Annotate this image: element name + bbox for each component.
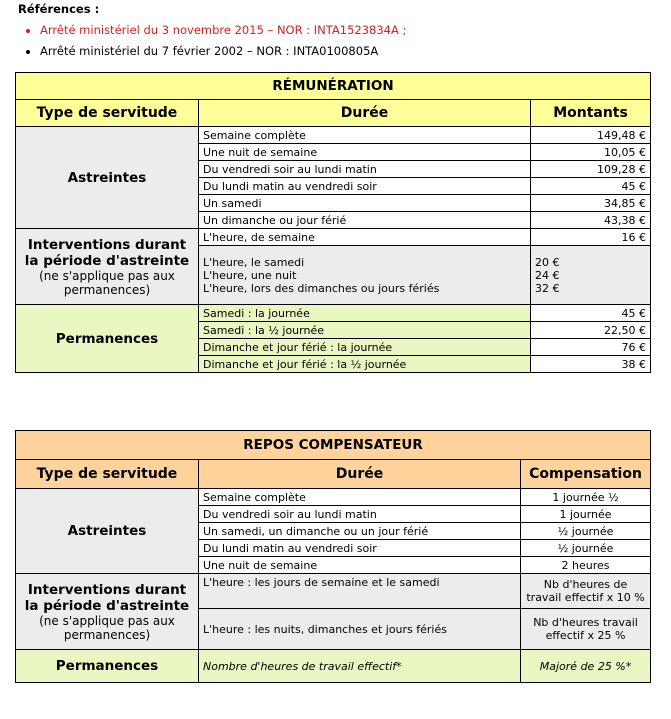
header-compensation: Compensation <box>521 460 651 489</box>
interventions-note: (ne s'applique pas aux permanences) <box>39 613 175 642</box>
references-block <box>18 2 406 62</box>
type-astreintes: Astreintes <box>16 489 199 574</box>
references-list <box>18 20 406 62</box>
interventions-label: Interventions durant la période d'astreinte <box>24 236 190 269</box>
duree-line: L'heure, le samedi <box>203 255 305 269</box>
compensation-cell: Nb d'heures travail effectif x 25 % <box>521 609 651 650</box>
duree-cell: Semaine complète <box>199 127 531 144</box>
duree-cell: L'heure : les jours de semaine et le samedi <box>199 574 521 609</box>
repos-title: REPOS COMPENSATEUR <box>16 431 651 460</box>
reference-item-2: • Arrêté ministériel du 7 février 2002 – NOR : INTA0100805A <box>40 41 406 62</box>
duree-cell: Samedi : la journée <box>199 305 531 322</box>
duree-cell: Un samedi, un dimanche ou un jour férié <box>199 523 521 540</box>
compensation-cell: 2 heures <box>521 557 651 574</box>
duree-line: L'heure, lors des dimanches ou jours fériés <box>203 281 440 295</box>
interventions-note: (ne s'applique pas aux permanences) <box>39 268 175 297</box>
montant-cell: 109,28 € <box>531 161 651 178</box>
montant-cell: 45 € <box>531 305 651 322</box>
duree-cell: Nombre d'heures de travail effectif* <box>199 650 521 683</box>
duree-cell: Un dimanche ou jour férié <box>199 212 531 229</box>
compensation-cell: 1 journée <box>521 506 651 523</box>
duree-cell: Dimanche et jour férié : la ½ journée <box>199 356 531 373</box>
montant-cell: 10,05 € <box>531 144 651 161</box>
montant-cell: 43,38 € <box>531 212 651 229</box>
compensation-cell: Nb d'heures de travail effectif x 10 % <box>521 574 651 609</box>
references-title: Références : <box>18 2 100 16</box>
compensation-cell: ½ journée <box>521 540 651 557</box>
repos-table <box>15 430 651 683</box>
duree-cell: Du lundi matin au vendredi soir <box>199 540 521 557</box>
montant-multi-cell <box>531 246 651 305</box>
duree-cell: Samedi : la ½ journée <box>199 322 531 339</box>
montant-line: 24 € <box>535 268 560 282</box>
duree-cell: Une nuit de semaine <box>199 144 531 161</box>
type-interventions <box>16 574 199 650</box>
montant-cell: 45 € <box>531 178 651 195</box>
compensation-cell: 1 journée ½ <box>521 489 651 506</box>
montant-line: 32 € <box>535 281 560 295</box>
header-type: Type de servitude <box>16 460 199 489</box>
header-duree: Durée <box>199 100 531 127</box>
remuneration-title: RÉMUNÉRATION <box>16 73 651 100</box>
duree-cell: Du vendredi soir au lundi matin <box>199 506 521 523</box>
header-type: Type de servitude <box>16 100 199 127</box>
montant-cell: 34,85 € <box>531 195 651 212</box>
type-permanences: Permanences <box>16 305 199 373</box>
interventions-label: Interventions durant la période d'astreinte <box>24 581 190 614</box>
reference-item-1: • Arrêté ministériel du 3 novembre 2015 – NOR : INTA1523834A ; <box>40 20 406 41</box>
type-permanences: Permanences <box>16 650 199 683</box>
montant-cell: 16 € <box>531 229 651 246</box>
type-interventions <box>16 229 199 305</box>
compensation-cell: Majoré de 25 %* <box>521 650 651 683</box>
header-duree: Durée <box>199 460 521 489</box>
montant-cell: 22,50 € <box>531 322 651 339</box>
montant-line: 20 € <box>535 255 560 269</box>
type-astreintes: Astreintes <box>16 127 199 229</box>
compensation-cell: ½ journée <box>521 523 651 540</box>
duree-cell: Une nuit de semaine <box>199 557 521 574</box>
duree-cell: L'heure, de semaine <box>199 229 531 246</box>
duree-line: L'heure, une nuit <box>203 268 297 282</box>
duree-cell: Dimanche et jour férié : la journée <box>199 339 531 356</box>
duree-multi-cell <box>199 246 531 305</box>
duree-cell: Du lundi matin au vendredi soir <box>199 178 531 195</box>
duree-cell: Semaine complète <box>199 489 521 506</box>
duree-cell: L'heure : les nuits, dimanches et jours fériés <box>199 609 521 650</box>
header-montants: Montants <box>531 100 651 127</box>
montant-cell: 149,48 € <box>531 127 651 144</box>
montant-cell: 76 € <box>531 339 651 356</box>
duree-cell: Du vendredi soir au lundi matin <box>199 161 531 178</box>
duree-cell: Un samedi <box>199 195 531 212</box>
montant-cell: 38 € <box>531 356 651 373</box>
remuneration-table <box>15 72 651 373</box>
